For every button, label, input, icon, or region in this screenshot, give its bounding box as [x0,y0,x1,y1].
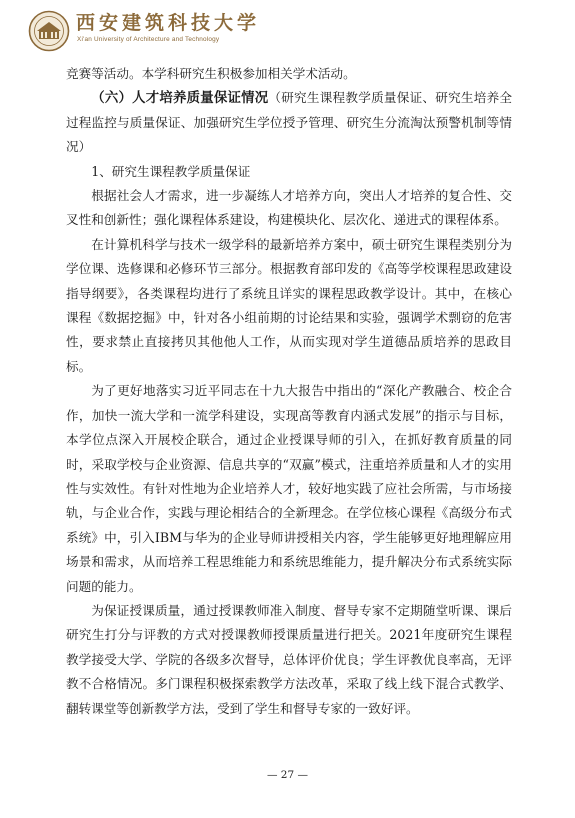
page-header [0,0,575,60]
paragraph: 根据社会人才需求，进一步凝练人才培养方向，突出人才培养的复合性、交叉性和创新性；强化课程体系建设，构建模块化、层次化、递进式的课程体系。 [66,188,512,228]
paragraph-continuation: 竞赛等活动。本学科研究生积极参加相关学术活动。 [66,66,356,81]
subsection-heading: 1、研究生课程教学质量保证 [91,163,251,179]
paragraph: 为了更好地落实习近平同志在十九大报告中指出的“深化产教融合、校企合作，加快一流大学和一流学科建设，实现高等教育内涵式发展”的指示与目标，本学位点深入开展校企联合，通过企业授课导师的引入，在抓好教育质量的同时，采取学校与企业资源、信息共享的“双赢”模式，注重培养质量和人才的实用性与实效性。有针对性地为企业培养人才，较好地实践了应社会所需，与市场接轨，与企业合作，实践与理论相结合的全新理念。在学位核心课程《高级分布式系统》中，引入IBM与华为的企业导师讲授相关内容，学生能够更好地理解应用场景和需求，从而培养工程思维能力和系统思维能力，提升解决分布式系统实际问题的能力。 [66,383,512,594]
section-heading [66,86,512,159]
paragraph: 在计算机科学与技术一级学科的最新培养方案中，硕士研究生课程类别分为学位课、选修课和必修环节三部分。根据教育部印发的《高等学校课程思政建设指导纲要》，各类课程均进行了系统且详实的课程思政教学设计。其中，在核心课程《数据挖掘》中，针对各小组前期的讨论结果和实验，强调学术剽窃的危害性，要求禁止直接拷贝其他他人工作，从而实现对学生道德品质培养的思政目标。 [66,236,512,374]
document-body [66,62,512,721]
university-seal-icon [28,10,70,52]
section-heading-subtitle: （研究生课程教学质量保证、研究生培养全过程监控与质量保证、加强研究生学位授予管理、研究生分流淘汰预警机制等情况） [66,90,512,155]
paragraph: 为保证授课质量，通过授课教师准入制度、督导专家不定期随堂听课、课后研究生打分与评教的方式对授课教师授课质量进行把关。2021年度研究生课程教学接受大学、学院的各级多次督导，总体评价优良；学生评教优良率高，无评教不合格情况。多门课程积极探索教学方法改革，采取了线上线下混合式教学、翻转课堂等创新教学方法，受到了学生和督导专家的一致好评。 [66,602,512,716]
page-number: — 27 — [266,769,309,781]
section-heading-title: （六）人才培养质量保证情况 [91,90,269,107]
school-name-cn: 西安建筑科技大学 [76,12,261,34]
school-name-en: Xi'an University of Architecture and Technology [77,36,220,43]
